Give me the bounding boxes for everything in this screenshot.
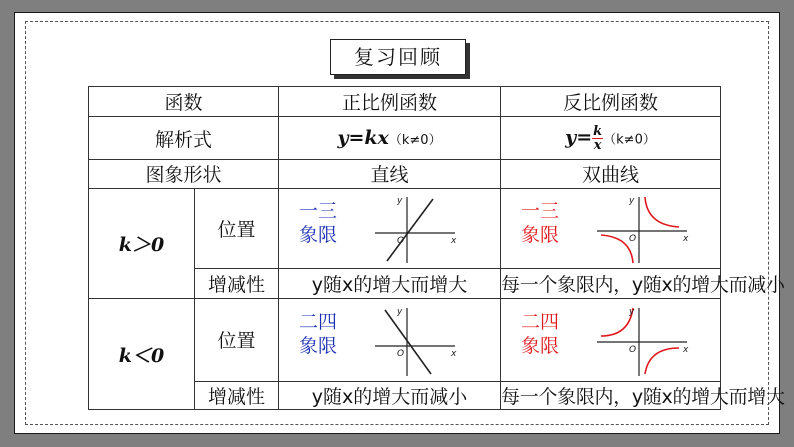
direct-kpos-quadrant-l2: 象限 [299,224,338,247]
origin-label: O [629,344,637,355]
table-row-kpos-position [89,188,721,268]
inverse-kpos-graph [593,193,693,265]
inverse-kneg-position-cell [501,299,721,381]
comparison-table [88,86,785,410]
direct-kneg-position-cell [279,299,501,381]
inverse-shape: 双曲线 [501,160,721,188]
origin-label: O [629,234,637,245]
origin-label: O [397,236,405,247]
inverse-kneg-quadrant [521,310,559,358]
y-axis-label: y [397,306,403,317]
direct-formula-condition: （k≠0） [388,133,442,149]
inverse-formula-condition: （k≠0） [603,132,656,148]
inverse-formula-lhs: y= [565,126,593,149]
direct-kneg-monotonic: y随x的增大而减小 [279,381,501,409]
inverse-kpos-quadrant [521,199,559,247]
inverse-kneg-graph [593,304,693,378]
table-row-formula [89,117,721,160]
slide-title: 复习回顾 [330,39,466,75]
direct-kpos-position-cell [279,188,501,268]
x-axis-label: x [683,234,689,245]
position-label: 位置 [195,299,279,381]
direct-kpos-quadrant [299,199,337,247]
header-function: 函数 [89,87,279,117]
table-row-kneg-position [89,299,721,381]
y-axis-label: y [397,196,403,207]
inverse-kpos-monotonic: 每一个象限内，y随x的增大而减小 [501,268,721,298]
inverse-formula [501,117,721,160]
direct-kpos-monotonic: y随x的增大而增大 [279,268,501,298]
direct-kpos-graph [371,193,461,265]
direct-kpos-quadrant-l1: 一三 [299,200,338,223]
direct-kneg-quadrant-l1: 二四 [299,310,338,333]
y-axis-label: y [629,306,635,317]
monotonic-label: 增减性 [195,268,279,298]
k-negative-text: k＜0 [118,344,165,367]
inverse-kneg-monotonic: 每一个象限内，y随x的增大而增大 [501,381,721,409]
direct-formula [279,117,501,160]
x-axis-label: x [451,236,457,247]
direct-kneg-quadrant [299,310,337,358]
inverse-kpos-position-cell [501,188,721,268]
k-positive-text: k＞0 [118,233,165,256]
x-axis-label: x [451,348,457,359]
header-inverse-proportion: 反比例函数 [501,87,721,117]
y-axis-label: y [629,196,635,207]
header-direct-proportion: 正比例函数 [279,87,501,117]
table-row-header [89,87,721,117]
fraction-denominator: x [593,137,602,153]
table-row-shape [89,160,721,188]
fraction-numerator: k [593,123,603,139]
inverse-kpos-quadrant-l2: 象限 [521,224,560,247]
inverse-kneg-quadrant-l1: 二四 [521,310,560,333]
inverse-formula-fraction [592,125,603,152]
position-label: 位置 [195,188,279,268]
direct-kneg-quadrant-l2: 象限 [299,334,338,357]
direct-formula-expr: y=kx [337,127,389,150]
origin-label: O [397,348,405,359]
direct-shape: 直线 [279,160,501,188]
formula-label: 解析式 [89,117,279,160]
shape-label: 图象形状 [89,160,279,188]
direct-kneg-graph [371,304,461,378]
k-positive-condition [89,188,195,299]
k-negative-condition [89,299,195,410]
inverse-kneg-quadrant-l2: 象限 [521,334,560,357]
monotonic-label: 增减性 [195,381,279,409]
x-axis-label: x [683,344,689,355]
inverse-kpos-quadrant-l1: 一三 [521,200,560,223]
